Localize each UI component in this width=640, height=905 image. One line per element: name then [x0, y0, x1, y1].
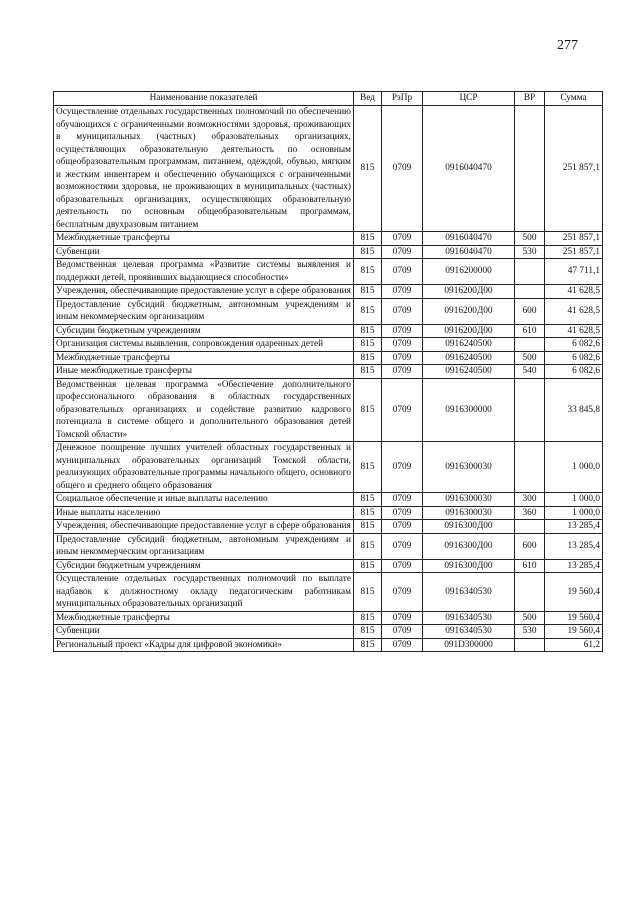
table-row: [54, 625, 603, 639]
cell-vr: 600: [515, 298, 545, 324]
cell-ved: 815: [354, 298, 382, 324]
cell-rzpr: 0709: [382, 106, 423, 232]
cell-rzpr: 0709: [382, 638, 423, 652]
cell-sum: 1 000,0: [545, 493, 603, 507]
cell-sum: 6 082,6: [545, 338, 603, 352]
cell-rzpr: 0709: [382, 232, 423, 246]
cell-ved: 815: [354, 520, 382, 534]
cell-rzpr: 0709: [382, 520, 423, 534]
table-row: [54, 611, 603, 625]
cell-ved: 815: [354, 365, 382, 379]
cell-ved: 815: [354, 442, 382, 493]
table-row: [54, 338, 603, 352]
cell-rzpr: 0709: [382, 378, 423, 442]
cell-csr: 0916300Д00: [423, 533, 515, 559]
cell-csr: 0916300030: [423, 442, 515, 493]
cell-ved: 815: [354, 625, 382, 639]
cell-vr: 610: [515, 324, 545, 338]
cell-name: Учреждения, обеспечивающие предоставление услуг в сфере образования: [54, 285, 354, 299]
cell-vr: [515, 106, 545, 232]
header-name: Наименование показателей: [54, 92, 354, 106]
cell-name: Денежное поощрение лучших учителей областных государственных и муниципальных образовательных организаций Томской области, реализующих образовательные программы начального общего, основного общего и среднего общего образования: [54, 442, 354, 493]
cell-vr: [515, 338, 545, 352]
header-rzpr: РзПр: [382, 92, 423, 106]
table-row: [54, 520, 603, 534]
page-number: 277: [557, 38, 578, 53]
cell-ved: 815: [354, 611, 382, 625]
cell-sum: 1 000,0: [545, 506, 603, 520]
cell-csr: 0916240500: [423, 338, 515, 352]
cell-ved: 815: [354, 285, 382, 299]
cell-csr: 0916040470: [423, 106, 515, 232]
cell-ved: 815: [354, 259, 382, 285]
cell-ved: 815: [354, 351, 382, 365]
cell-name: Субвенции: [54, 245, 354, 259]
cell-sum: 13 285,4: [545, 520, 603, 534]
cell-ved: 815: [354, 232, 382, 246]
cell-csr: 0916340530: [423, 573, 515, 612]
table-row: [54, 573, 603, 612]
cell-name: Межбюджетные трансферты: [54, 611, 354, 625]
table-row: [54, 365, 603, 379]
table-row: [54, 298, 603, 324]
table-row: [54, 638, 603, 652]
cell-ved: 815: [354, 506, 382, 520]
cell-rzpr: 0709: [382, 442, 423, 493]
cell-csr: 0916340530: [423, 611, 515, 625]
cell-rzpr: 0709: [382, 493, 423, 507]
cell-csr: 0916300030: [423, 506, 515, 520]
cell-name: Учреждения, обеспечивающие предоставление услуг в сфере образования: [54, 520, 354, 534]
table-row: [54, 259, 603, 285]
cell-sum: 13 285,4: [545, 533, 603, 559]
cell-name: Ведомственная целевая программа «Развитие системы выявления и поддержки детей, проявивших выдающиеся способности»: [54, 259, 354, 285]
cell-rzpr: 0709: [382, 351, 423, 365]
cell-vr: [515, 378, 545, 442]
cell-csr: 0916340530: [423, 625, 515, 639]
cell-sum: 33 845,8: [545, 378, 603, 442]
cell-rzpr: 0709: [382, 245, 423, 259]
budget-table: [53, 91, 603, 652]
cell-ved: 815: [354, 638, 382, 652]
cell-name: Субсидии бюджетным учреждениям: [54, 559, 354, 573]
cell-name: Осуществление отдельных государственных полномочий по выплате надбавок к должностному окладу педагогическим работникам муниципальных образовательных организаций: [54, 573, 354, 612]
header-vr: ВР: [515, 92, 545, 106]
cell-ved: 815: [354, 338, 382, 352]
cell-name: Осуществление отдельных государственных полномочий по обеспечению обучающихся с ограниченными возможностями здоровья, проживающих в муниципальных (частных) образовательных организациях, осуществляющих образовательную деятельность по основным общеобразовательным программам, питанием, одеждой, обувью, мягким и жестким инвентарем и обеспечению обучающихся с ограниченными возможностями здоровья, не проживающих в муниципальных (частных) образовательных организациях, осуществляющих образовательную деятельность по основным общеобразовательным программам, бесплатным двухразовым питанием: [54, 106, 354, 232]
table-header-row: [54, 92, 603, 106]
cell-sum: 47 711,1: [545, 259, 603, 285]
table-row: [54, 559, 603, 573]
cell-name: Межбюджетные трансферты: [54, 351, 354, 365]
cell-rzpr: 0709: [382, 259, 423, 285]
cell-rzpr: 0709: [382, 365, 423, 379]
cell-sum: 61,2: [545, 638, 603, 652]
cell-sum: 251 857,1: [545, 106, 603, 232]
cell-sum: 6 082,6: [545, 365, 603, 379]
cell-csr: 0916300030: [423, 493, 515, 507]
cell-csr: 0916200000: [423, 259, 515, 285]
header-ved: Вед: [354, 92, 382, 106]
cell-vr: [515, 259, 545, 285]
cell-ved: 815: [354, 493, 382, 507]
cell-csr: 0916040470: [423, 245, 515, 259]
cell-csr: 0916300000: [423, 378, 515, 442]
cell-rzpr: 0709: [382, 611, 423, 625]
cell-sum: 251 857,1: [545, 232, 603, 246]
cell-sum: 19 560,4: [545, 573, 603, 612]
cell-rzpr: 0709: [382, 573, 423, 612]
table-body: [54, 106, 603, 652]
cell-csr: 0916200Д00: [423, 324, 515, 338]
table-row: [54, 378, 603, 442]
cell-csr: 0916300Д00: [423, 520, 515, 534]
cell-rzpr: 0709: [382, 506, 423, 520]
cell-csr: 091D300000: [423, 638, 515, 652]
cell-rzpr: 0709: [382, 298, 423, 324]
cell-vr: [515, 285, 545, 299]
cell-vr: 500: [515, 351, 545, 365]
cell-vr: [515, 520, 545, 534]
table-row: [54, 351, 603, 365]
cell-csr: 0916200Д00: [423, 285, 515, 299]
cell-ved: 815: [354, 559, 382, 573]
cell-sum: 1 000,0: [545, 442, 603, 493]
cell-name: Предоставление субсидий бюджетным, автономным учреждениям и иным некоммерческим организациям: [54, 533, 354, 559]
cell-csr: 0916240500: [423, 365, 515, 379]
cell-ved: 815: [354, 245, 382, 259]
table-row: [54, 533, 603, 559]
cell-name: Иные выплаты населению: [54, 506, 354, 520]
cell-vr: 360: [515, 506, 545, 520]
cell-sum: 13 285,4: [545, 559, 603, 573]
cell-name: Субсидии бюджетным учреждениям: [54, 324, 354, 338]
cell-vr: [515, 573, 545, 612]
cell-csr: 0916240500: [423, 351, 515, 365]
cell-vr: 610: [515, 559, 545, 573]
cell-sum: 6 082,6: [545, 351, 603, 365]
cell-vr: 600: [515, 533, 545, 559]
cell-name: Ведомственная целевая программа «Обеспечение дополнительного профессионального образования в областных государственных образовательных организациях и содействие развитию кадрового потенциала в системе общего и дополнительного образования детей Томской области»: [54, 378, 354, 442]
table-row: [54, 442, 603, 493]
cell-rzpr: 0709: [382, 533, 423, 559]
cell-vr: 540: [515, 365, 545, 379]
header-csr: ЦСР: [423, 92, 515, 106]
cell-ved: 815: [354, 573, 382, 612]
cell-ved: 815: [354, 533, 382, 559]
cell-vr: 500: [515, 232, 545, 246]
cell-csr: 0916300Д00: [423, 559, 515, 573]
cell-vr: 530: [515, 245, 545, 259]
cell-rzpr: 0709: [382, 285, 423, 299]
table-row: [54, 106, 603, 232]
cell-vr: 530: [515, 625, 545, 639]
cell-ved: 815: [354, 378, 382, 442]
cell-ved: 815: [354, 106, 382, 232]
cell-sum: 19 560,4: [545, 625, 603, 639]
cell-name: Субвенции: [54, 625, 354, 639]
table-row: [54, 324, 603, 338]
cell-rzpr: 0709: [382, 625, 423, 639]
header-sum: Сумма: [545, 92, 603, 106]
cell-name: Социальное обеспечение и иные выплаты населению: [54, 493, 354, 507]
cell-name: Региональный проект «Кадры для цифровой экономики»: [54, 638, 354, 652]
cell-sum: 41 628,5: [545, 285, 603, 299]
cell-sum: 41 628,5: [545, 324, 603, 338]
cell-vr: [515, 638, 545, 652]
cell-rzpr: 0709: [382, 338, 423, 352]
cell-vr: 300: [515, 493, 545, 507]
cell-vr: 500: [515, 611, 545, 625]
cell-name: Межбюджетные трансферты: [54, 232, 354, 246]
cell-name: Иные межбюджетные трансферты: [54, 365, 354, 379]
table-row: [54, 245, 603, 259]
cell-sum: 251 857,1: [545, 245, 603, 259]
cell-rzpr: 0709: [382, 559, 423, 573]
cell-vr: [515, 442, 545, 493]
table-row: [54, 506, 603, 520]
cell-ved: 815: [354, 324, 382, 338]
cell-csr: 0916200Д00: [423, 298, 515, 324]
cell-sum: 19 560,4: [545, 611, 603, 625]
table-row: [54, 285, 603, 299]
cell-csr: 0916040470: [423, 232, 515, 246]
table-row: [54, 232, 603, 246]
cell-name: Предоставление субсидий бюджетным, автономным учреждениям и иным некоммерческим организациям: [54, 298, 354, 324]
cell-sum: 41 628,5: [545, 298, 603, 324]
cell-name: Организация системы выявления, сопровождения одаренных детей: [54, 338, 354, 352]
table-row: [54, 493, 603, 507]
cell-rzpr: 0709: [382, 324, 423, 338]
